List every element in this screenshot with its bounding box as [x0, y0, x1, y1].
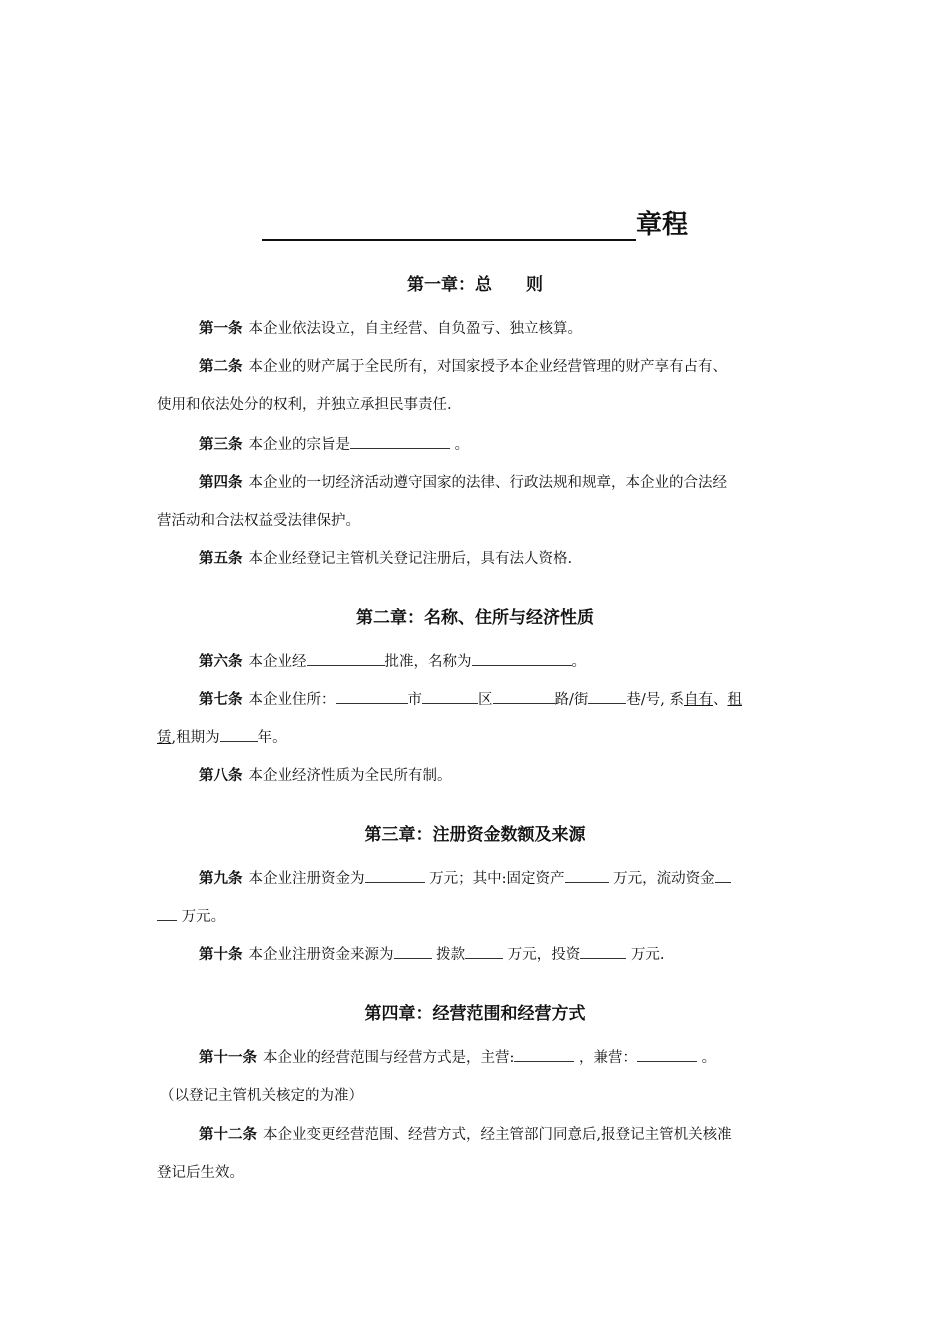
article-8	[157, 757, 797, 795]
article-text: 拨款	[431, 947, 466, 963]
article-text: ,租期为	[171, 730, 220, 746]
district-blank[interactable]	[422, 689, 478, 704]
article-text: 区	[478, 692, 493, 708]
article-text: 批准，名称为	[384, 654, 472, 670]
registered-capital-blank[interactable]	[365, 868, 425, 883]
approver-blank[interactable]	[307, 651, 385, 666]
article-text: 本企业的财产属于全民所有，对国家授予本企业经营管理的财产享有占有、	[248, 359, 727, 375]
article-text: 本企业经登记主管机关登记注册后，具有法人资格.	[248, 551, 573, 567]
article-text: 本企业注册资金来源为	[248, 947, 394, 963]
article-7-cont	[157, 719, 797, 757]
article-12-cont	[157, 1154, 797, 1192]
article-1	[157, 310, 797, 348]
rented-option[interactable]: 租	[727, 692, 742, 708]
article-text: 本企业依法设立，自主经营、自负盈亏、独立核算。	[248, 321, 582, 337]
article-text: 巷/号,	[626, 692, 665, 708]
chapter-4-heading: 第四章：经营范围和经营方式	[364, 1004, 586, 1024]
article-label: 第二条	[199, 359, 243, 375]
article-text: 本企业经济性质为全民所有制。	[248, 768, 452, 784]
purpose-blank[interactable]	[350, 434, 450, 449]
article-text: 万元。	[177, 909, 226, 925]
article-label: 第七条	[199, 692, 243, 708]
article-text: 本企业变更经营范围、经营方式，经主管部门同意后,报登记主管机关核准	[263, 1127, 732, 1143]
article-text: 本企业的宗旨是	[248, 437, 350, 453]
article-7	[157, 681, 797, 719]
article-text: 年。	[257, 730, 287, 746]
working-capital-blank-cont[interactable]	[157, 906, 177, 921]
article-text: 万元.	[626, 947, 665, 963]
article-text: 万元，流动资金	[608, 871, 715, 887]
article-text: 。	[450, 437, 470, 453]
chapter-1-heading: 第一章：总 则	[407, 275, 543, 295]
city-blank[interactable]	[336, 689, 408, 704]
article-text: 、	[713, 692, 728, 708]
article-text: 系	[664, 692, 684, 708]
title-name-blank[interactable]	[262, 211, 636, 241]
article-label: 第三条	[199, 437, 243, 453]
article-label: 第五条	[199, 551, 243, 567]
article-text: 本企业的一切经济活动遵守国家的法律、行政法规和规章，本企业的合法经	[248, 475, 727, 491]
fixed-assets-blank[interactable]	[565, 868, 609, 883]
article-text: 使用和依法处分的权利，并独立承担民事责任.	[157, 397, 452, 413]
investment-amount-blank[interactable]	[580, 944, 626, 959]
owned-option[interactable]: 自有	[684, 692, 713, 708]
article-12	[157, 1116, 797, 1154]
article-text: 市	[407, 692, 422, 708]
lease-term-blank[interactable]	[220, 727, 258, 742]
article-label: 第一条	[199, 321, 243, 337]
article-9	[157, 860, 797, 898]
working-capital-blank[interactable]	[715, 868, 731, 883]
article-3	[157, 426, 797, 464]
article-label: 第四条	[199, 475, 243, 491]
article-text: 本企业的经营范围与经营方式是，主营:	[263, 1050, 515, 1066]
article-text: 登记后生效。	[157, 1165, 244, 1181]
main-business-blank[interactable]	[514, 1047, 574, 1062]
article-2-cont	[157, 386, 797, 424]
article-text: 营活动和合法权益受法律保护。	[157, 513, 360, 529]
article-text: 万元，投资	[503, 947, 581, 963]
article-text: 本企业经	[248, 654, 307, 670]
article-label: 第六条	[199, 654, 243, 670]
side-business-blank[interactable]	[637, 1047, 697, 1062]
article-text: 。	[697, 1050, 717, 1066]
article-label: 第十二条	[199, 1127, 257, 1143]
rented-option-cont[interactable]: 赁	[157, 730, 172, 746]
article-label: 第八条	[199, 768, 243, 784]
article-11-note: （以登记主管机关核定的为准）	[160, 1088, 363, 1104]
lane-blank[interactable]	[588, 689, 626, 704]
capital-source-blank[interactable]	[394, 944, 432, 959]
article-6	[157, 643, 797, 681]
article-text: ，兼营：	[574, 1050, 637, 1066]
allocation-amount-blank[interactable]	[465, 944, 503, 959]
article-5	[157, 540, 797, 578]
title-suffix: 章程	[635, 210, 688, 240]
article-label: 第十条	[199, 947, 243, 963]
article-label: 第十一条	[199, 1050, 257, 1066]
company-name-blank[interactable]	[472, 651, 572, 666]
article-10	[157, 936, 797, 974]
article-text: 本企业注册资金为	[248, 871, 365, 887]
article-9-cont	[157, 898, 797, 936]
article-label: 第九条	[199, 871, 243, 887]
article-2	[157, 348, 797, 386]
article-text: 。	[571, 654, 586, 670]
article-text: 本企业住所：	[248, 692, 336, 708]
article-11	[157, 1039, 797, 1077]
chapter-3-heading: 第三章：注册资金数额及来源	[364, 825, 586, 845]
article-4-cont	[157, 502, 797, 540]
article-text: 万元；其中:固定资产	[424, 871, 565, 887]
article-4	[157, 464, 797, 502]
document-title	[0, 204, 950, 241]
chapter-2-heading: 第二章：名称、住所与经济性质	[356, 608, 594, 628]
road-blank[interactable]	[493, 689, 555, 704]
article-text: 路/街	[554, 692, 589, 708]
